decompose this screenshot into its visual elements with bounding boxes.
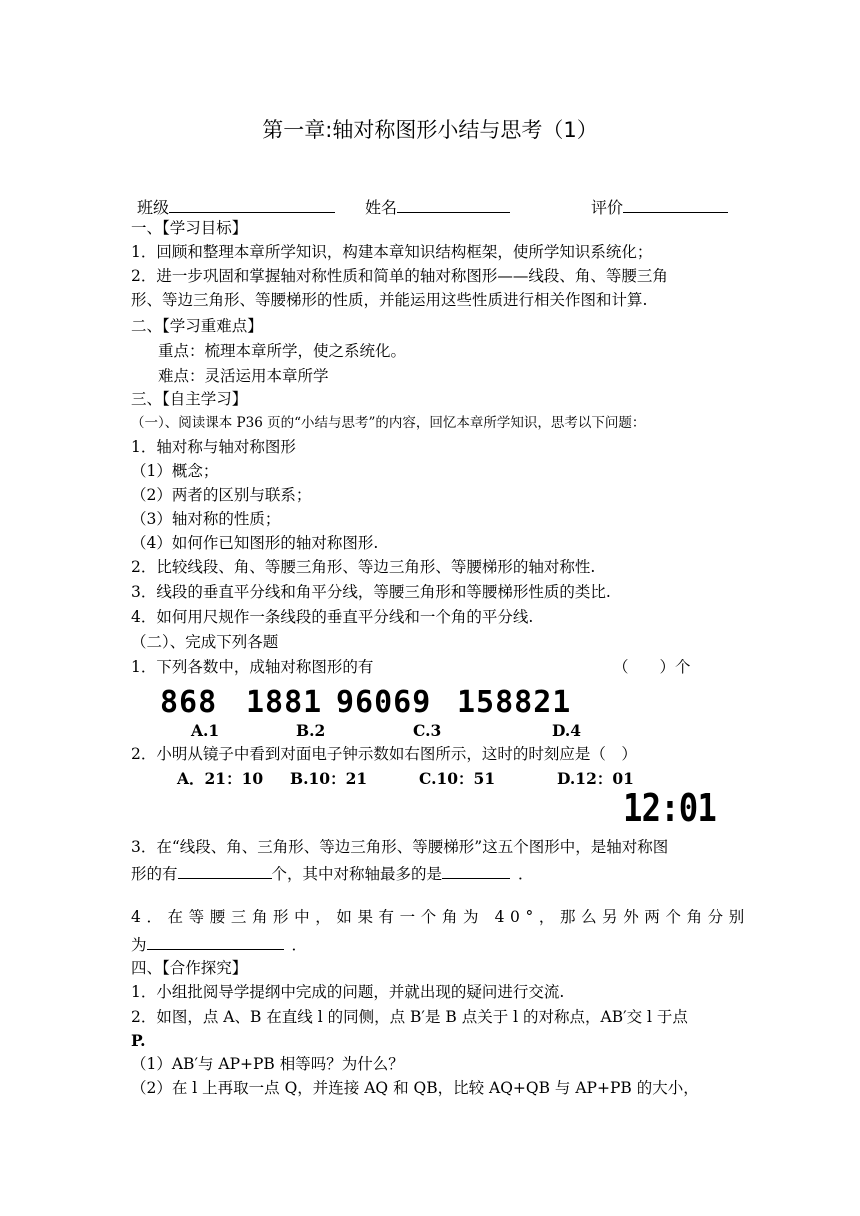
digital-number-158821: 158821: [457, 685, 572, 720]
name-field: [365, 196, 510, 218]
exercise-1-option-a[interactable]: A.1: [191, 721, 220, 740]
inquiry-2-line-2: P.: [131, 1031, 146, 1050]
section-4-heading: 四、【合作探究】: [131, 959, 248, 977]
question-4: 4．如何用尺规作一条线段的垂直平分线和一个角的平分线.: [131, 608, 534, 626]
eval-field: [591, 196, 728, 218]
section-1-heading: 一、【学习目标】: [131, 219, 248, 237]
digital-number-96069: 96069: [336, 685, 432, 720]
exercise-4-line-1: 4．在等腰三角形中，如果有一个角为 40°，那么另外两个角分别: [131, 908, 750, 926]
name-blank[interactable]: [397, 196, 510, 213]
key-point: 重点：梳理本章所学，使之系统化。: [158, 342, 407, 360]
part-1-intro: （一）、阅读课本 P36 页的“小结与思考”的内容，回忆本章所学知识，思考以下问题：: [131, 415, 646, 431]
question-1-4: （4）如何作已知图形的轴对称图形.: [131, 534, 379, 552]
exercise-3-blank-1[interactable]: [178, 862, 272, 879]
question-1-2: （2）两者的区别与联系；: [131, 486, 312, 504]
exercise-2-option-d[interactable]: D.12：01: [557, 769, 634, 788]
exercise-3-text-a: 形的有: [131, 865, 178, 883]
class-field: [137, 196, 335, 218]
question-3: 3．线段的垂直平分线和角平分线，等腰三角形和等腰梯形性质的类比.: [131, 583, 611, 601]
exercise-2-option-a[interactable]: A．21：10: [177, 769, 264, 788]
name-label: 姓名: [365, 198, 398, 217]
exercise-1-answer: （ ）个: [613, 658, 691, 676]
mirrored-clock-display: 12:01: [623, 786, 716, 830]
question-2: 2．比较线段、角、等腰三角形、等边三角形、等腰梯形的轴对称性.: [131, 558, 596, 576]
page-title: 第一章:轴对称图形小结与思考（1）: [262, 118, 598, 142]
exercise-1-option-b[interactable]: B.2: [296, 721, 326, 740]
class-label: 班级: [137, 198, 170, 217]
exercise-3-text-b: 个，其中对称轴最多的是: [271, 865, 443, 883]
exercise-3-text-c: ．: [518, 865, 534, 883]
exercise-2-option-c[interactable]: C.10：51: [419, 769, 496, 788]
exercise-1-option-d[interactable]: D.4: [552, 721, 582, 740]
inquiry-2-sub-1: （1）AB′与 AP+PB 相等吗？为什么？: [131, 1055, 404, 1073]
goal-2-line-2: 形、等边三角形、等腰梯形的性质，并能运用这些性质进行相关作图和计算.: [131, 291, 648, 309]
section-3-heading: 三、【自主学习】: [131, 390, 248, 408]
exercise-3-line-2: [131, 862, 534, 884]
question-1-3: （3）轴对称的性质；: [131, 510, 281, 528]
exercise-4-blank[interactable]: [147, 933, 284, 950]
exercise-3-blank-2[interactable]: [442, 862, 510, 879]
exercise-3-line-1: 3．在“线段、角、三角形、等边三角形、等腰梯形”这五个图形中，是轴对称图: [131, 838, 669, 856]
exercise-2: 2．小明从镜子中看到对面电子钟示数如右图所示，这时的时刻应是（ ）: [131, 745, 637, 763]
question-1-1: （1）概念；: [131, 462, 219, 480]
inquiry-2-line-1: 2．如图，点 A、B 在直线 l 的同侧，点 B′是 B 点关于 l 的对称点，AB′交 l 于点: [131, 1008, 688, 1026]
exercise-4-text-b: ．: [291, 936, 308, 954]
eval-label: 评价: [591, 198, 624, 217]
inquiry-1: 1．小组批阅导学提纲中完成的问题，并就出现的疑问进行交流.: [131, 983, 565, 1001]
exercise-4-line-2: [131, 933, 307, 955]
eval-blank[interactable]: [623, 196, 728, 213]
difficult-point: 难点：灵活运用本章所学: [158, 367, 329, 385]
part-2-intro: （二）、完成下列各题: [131, 633, 279, 651]
question-1: 1．轴对称与轴对称图形: [131, 438, 296, 456]
exercise-1: 1．下列各数中，成轴对称图形的有: [131, 658, 374, 676]
goal-2-line-1: 2．进一步巩固和掌握轴对称性质和简单的轴对称图形——线段、角、等腰三角: [131, 267, 668, 285]
digital-number-1881: 1881: [246, 685, 323, 720]
inquiry-2-sub-2: （2）在 l 上再取一点 Q，并连接 AQ 和 QB，比较 AQ+QB 与 AP+PB 的大小，: [131, 1079, 699, 1097]
digital-number-868: 868: [160, 685, 218, 720]
class-blank[interactable]: [169, 196, 335, 213]
exercise-1-option-c[interactable]: C.3: [413, 721, 442, 740]
exercise-2-option-b[interactable]: B.10：21: [290, 769, 368, 788]
exercise-4-text-a: 为: [131, 936, 147, 954]
section-2-heading: 二、【学习重难点】: [131, 317, 263, 335]
goal-1: 1．回顾和整理本章所学知识，构建本章知识结构框架，使所学知识系统化；: [131, 243, 653, 261]
